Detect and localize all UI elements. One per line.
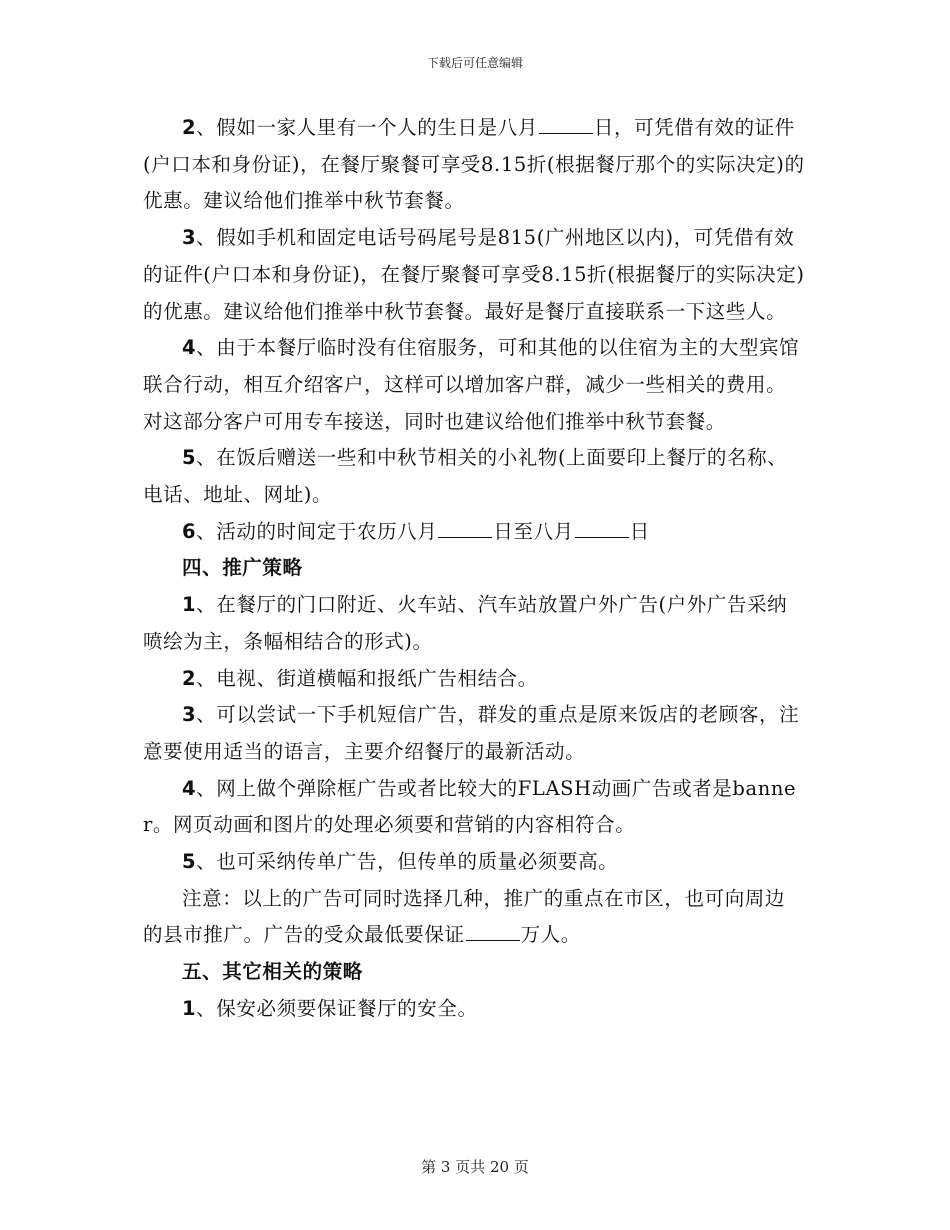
section-heading-other-strategies: 五、其它相关的策略 <box>182 960 363 984</box>
paragraph-text: 、假如一家人里有一个人的生日是八月 <box>196 116 538 139</box>
fill-blank <box>466 922 520 941</box>
item-number: 6 <box>182 519 197 543</box>
page-header: 下载后可任意编辑 <box>426 56 523 70</box>
paragraph-text: 、也可采纳传单广告，但传单的质量必须要高。 <box>196 850 619 874</box>
paragraph-text: 、在饭后赠送一些和中秋节相关的小礼物(上面要印上餐厅的名称、电话、地址、网址)。 <box>143 446 788 507</box>
page-footer: 第 3 页共 20 页 <box>421 1158 529 1176</box>
paragraph-text: 、由于本餐厅临时没有住宿服务，可和其他的以住宿为主的大型宾馆联合行动，相互介绍客户，这样可以增加客户群，减少一些相关的费用。对这部分客户可用专车接送，同时也建议给他们推举中秋节套餐。 <box>143 336 800 433</box>
paragraph-text: 、保安必须要保证餐厅的安全。 <box>196 996 478 1020</box>
paragraph-text: 、网上做个弹除框广告或者比较大的FLASH动画广告或者是banner。网页动画和图片的处理必须要和营销的内容相符合。 <box>143 776 797 837</box>
paragraph-text: 日 <box>629 519 650 543</box>
item-number: 4 <box>182 336 197 360</box>
item-number: 1 <box>182 996 197 1020</box>
paragraph-text: 注意：以上的广告可同时选择几种，推广的重点在市区，也可向周边的县市推广。广告的受众最低要保证 <box>143 886 786 947</box>
paragraph-text: 日，可凭借有效的证件(户口本和身份证)，在餐厅聚餐可享受8.15折(根据餐厅那个的实际决定)的优惠。建议给他们推举中秋节套餐。 <box>143 116 805 213</box>
item-number: 2 <box>182 116 197 139</box>
item-number: 5 <box>182 446 197 470</box>
paragraph-text: 日至八月 <box>493 519 574 543</box>
promotion-item-2 <box>143 661 805 698</box>
item-number: 1 <box>182 593 197 617</box>
paragraph-text: 、可以尝试一下手机短信广告，群发的重点是原来饭店的老顾客，注意要使用适当的语言，主要介绍餐厅的最新活动。 <box>143 703 800 763</box>
other-strategy-item-1 <box>143 991 805 1028</box>
promotion-item-5 <box>143 844 805 881</box>
paragraph-5 <box>143 440 805 513</box>
fill-blank <box>438 519 492 538</box>
paragraph-3 <box>143 220 805 330</box>
promotion-note <box>143 881 805 954</box>
item-number: 3 <box>182 226 197 250</box>
fill-blank <box>575 519 629 538</box>
item-number: 2 <box>182 666 197 690</box>
promotion-item-1 <box>143 587 805 660</box>
promotion-item-4 <box>143 771 805 844</box>
section-heading-promotion: 四、推广策略 <box>182 556 303 580</box>
paragraph-6 <box>143 514 805 551</box>
item-number: 3 <box>182 703 197 727</box>
paragraph-text: 、电视、街道横幅和报纸广告相结合。 <box>196 666 538 690</box>
paragraph-text: 、在餐厅的门口附近、火车站、汽车站放置户外广告(户外广告采纳喷绘为主，条幅相结合的形式)。 <box>143 593 788 653</box>
document-body <box>143 110 805 1028</box>
item-number: 5 <box>182 850 197 874</box>
paragraph-2 <box>143 110 805 220</box>
promotion-item-3 <box>143 697 805 770</box>
paragraph-4 <box>143 330 805 440</box>
paragraph-text: 、假如手机和固定电话号码尾号是815(广州地区以内)，可凭借有效的证件(户口本和身份证)，在餐厅聚餐可享受8.15折(根据餐厅的实际决定)的优惠。建议给他们推举中秋节套餐。最好是餐厅直接联系一下这些人。 <box>143 226 805 323</box>
item-number: 4 <box>182 776 197 800</box>
paragraph-text: 万人。 <box>520 923 581 947</box>
paragraph-text: 、活动的时间定于农历八月 <box>196 519 438 543</box>
fill-blank <box>539 115 593 134</box>
